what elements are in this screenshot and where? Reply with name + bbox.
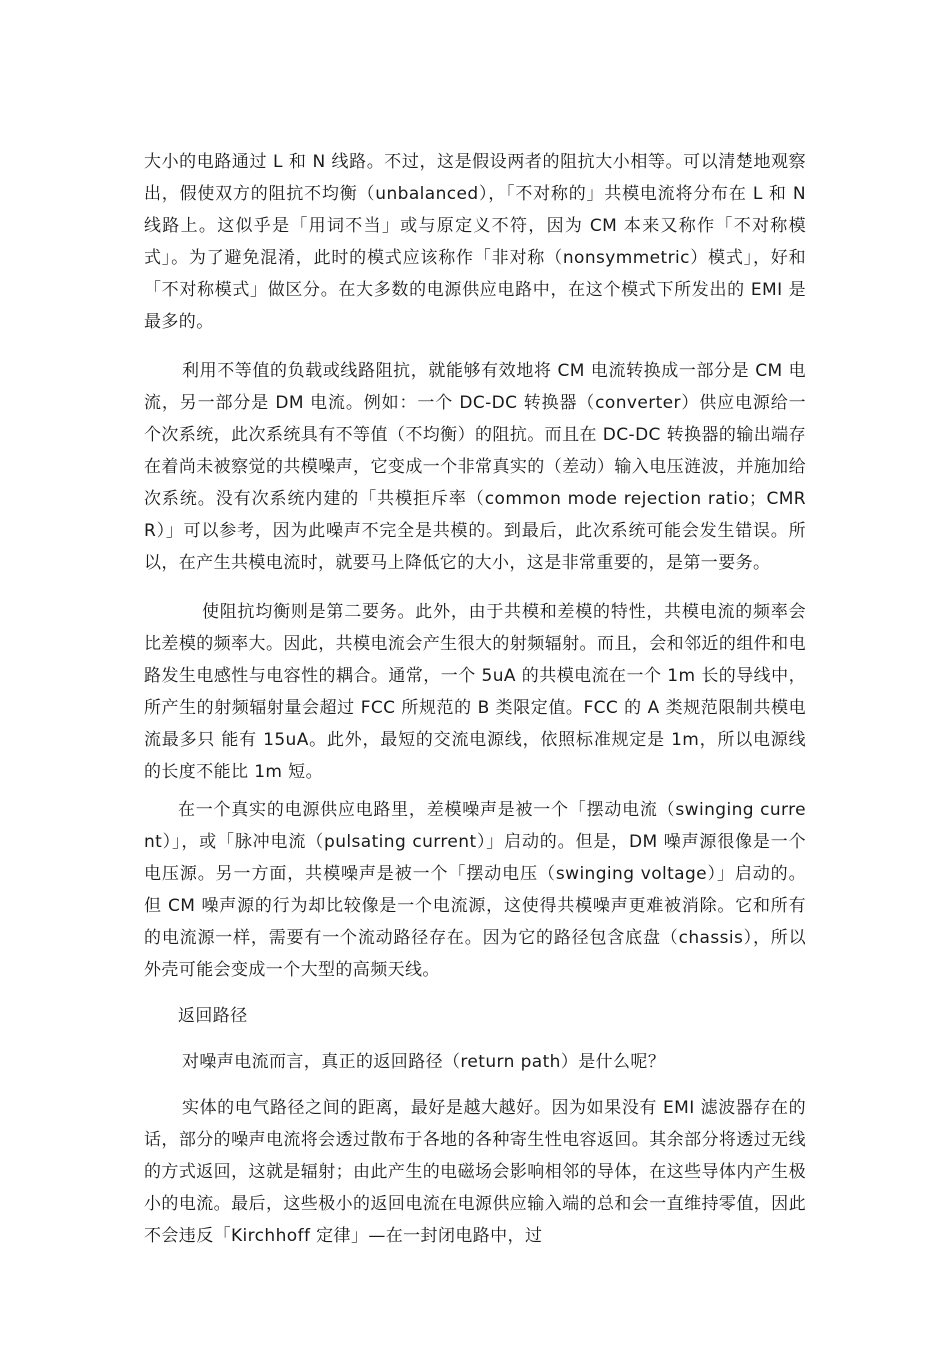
document-page	[144, 146, 806, 1252]
paragraph-cm-to-dm-conversion: 利用不等值的负载或线路阻抗，就能够有效地将 CM 电流转换成一部分是 CM 电流，另一部分是 DM 电流。例如：一个 DC-DC 转换器（converter）供应电源给一个次系统，此次系统具有不等值（不均衡）的阻抗。而且在 DC-DC 转换器的输出端存在着尚未被察觉的共模噪声，它变成一个非常真实的（差动）输入电压涟波，并施加给次系统。没有次系统内建的「共模拒斥率（common mode rejection ratio；CMRR）」可以参考，因为此噪声不完全是共模的。到最后，此次系统可能会发生错误。所以，在产生共模电流时，就要马上降低它的大小，这是非常重要的，是第一要务。	[144, 361, 806, 573]
section-heading-return-path: 返回路径	[178, 1006, 248, 1026]
paragraph-return-path-question: 对噪声电流而言，真正的返回路径（return path）是什么呢？	[182, 1052, 666, 1072]
paragraph-physical-distance: 实体的电气路径之间的距离，最好是越大越好。因为如果没有 EMI 滤波器存在的话，部分的噪声电流将会透过散布于各地的各种寄生性电容返回。其余部分将透过无线的方式返回，这就是辐射；由此产生的电磁场会影响相邻的导体，在这些导体内产生极小的电流。最后，这些极小的返回电流在电源供应输入端的总和会一直维持零值，因此不会违反「Kirchhoff 定律」—在一封闭电路中，过	[144, 1098, 806, 1246]
paragraph-noise-sources: 在一个真实的电源供应电路里，差模噪声是被一个「摆动电流（swinging current）」，或「脉冲电流（pulsating current）」启动的。但是，DM 噪声源很像是一个电压源。另一方面，共模噪声是被一个「摆动电压（swinging voltage）」启动的。但 CM 噪声源的行为却比较像是一个电流源，这使得共模噪声更难被消除。它和所有的电流源一样，需要有一个流动路径存在。因为它的路径包含底盘（chassis），所以外壳可能会变成一个大型的高频天线。	[144, 800, 806, 980]
paragraph-unbalanced-impedance: 大小的电路通过 L 和 N 线路。不过，这是假设两者的阻抗大小相等。可以清楚地观察出，假使双方的阻抗不均衡（unbalanced），「不对称的」共模电流将分布在 L 和 N 线路上。这似乎是「用词不当」或与原定义不符，因为 CM 本来又称作「不对称模式」。为了避免混淆，此时的模式应该称作「非对称（nonsymmetric）模式」，好和「不对称模式」做区分。在大多数的电源供应电路中，在这个模式下所发出的 EMI 是最多的。	[144, 152, 806, 332]
paragraph-impedance-balance: 使阻抗均衡则是第二要务。此外，由于共模和差模的特性，共模电流的频率会比差模的频率大。因此，共模电流会产生很大的射频辐射。而且，会和邻近的组件和电路发生电感性与电容性的耦合。通常，一个 5uA 的共模电流在一个 1m 长的导线中，所产生的射频辐射量会超过 FCC 所规范的 B 类限定值。FCC 的 A 类规范限制共模电流最多只 能有 15uA。此外，最短的交流电源线，依照标准规定是 1m，所以电源线的长度不能比 1m 短。	[144, 602, 806, 782]
